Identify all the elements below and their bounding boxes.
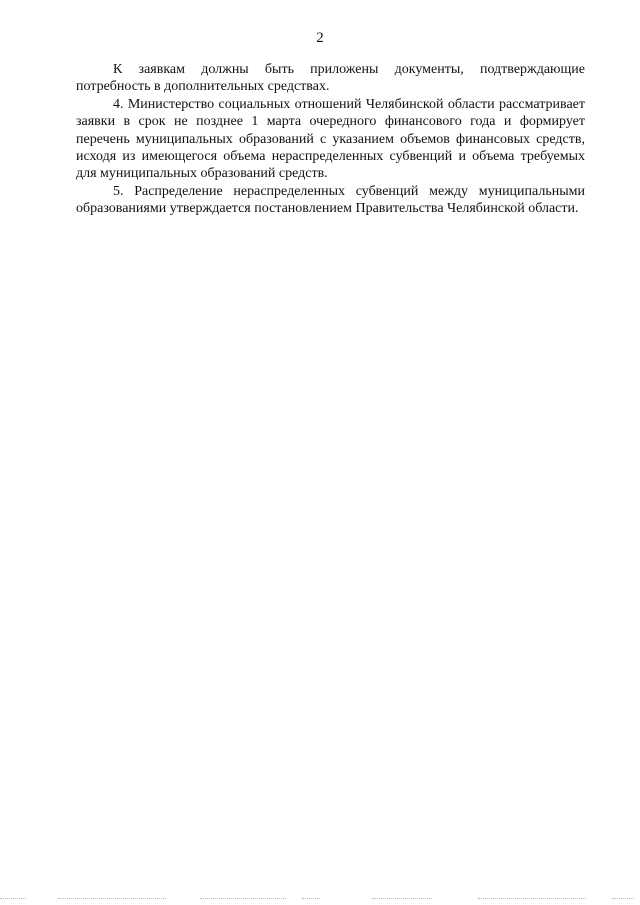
scan-artifact-line — [58, 898, 166, 899]
document-body — [76, 61, 585, 218]
page-number: 2 — [316, 30, 324, 46]
scan-artifact-line — [478, 898, 586, 899]
scan-artifact-line — [200, 898, 286, 899]
scan-artifact-line — [612, 898, 634, 899]
scan-artifact-line — [302, 898, 320, 899]
scan-artifact-line — [372, 898, 432, 899]
paragraph-attachments: К заявкам должны быть приложены документы, подтверждающие потребность в дополнительных средствах. — [76, 62, 585, 95]
scan-edge-artifacts — [0, 896, 640, 902]
scan-artifact-line — [0, 898, 26, 899]
paragraph-item-4: 4. Министерство социальных отношений Челябинской области рассматривает заявки в срок не позднее 1 марта очередного финансового года и формирует перечень муниципальных образований с указанием объемов финансовых средств, исходя из имеющегося объема нераспределенных субвенций и объема требуемых для муниципальных образований средств. — [76, 96, 585, 182]
paragraph-item-5: 5. Распределение нераспределенных субвенций между муниципальными образованиями утверждается постановлением Правительства Челябинской области. — [76, 183, 585, 217]
